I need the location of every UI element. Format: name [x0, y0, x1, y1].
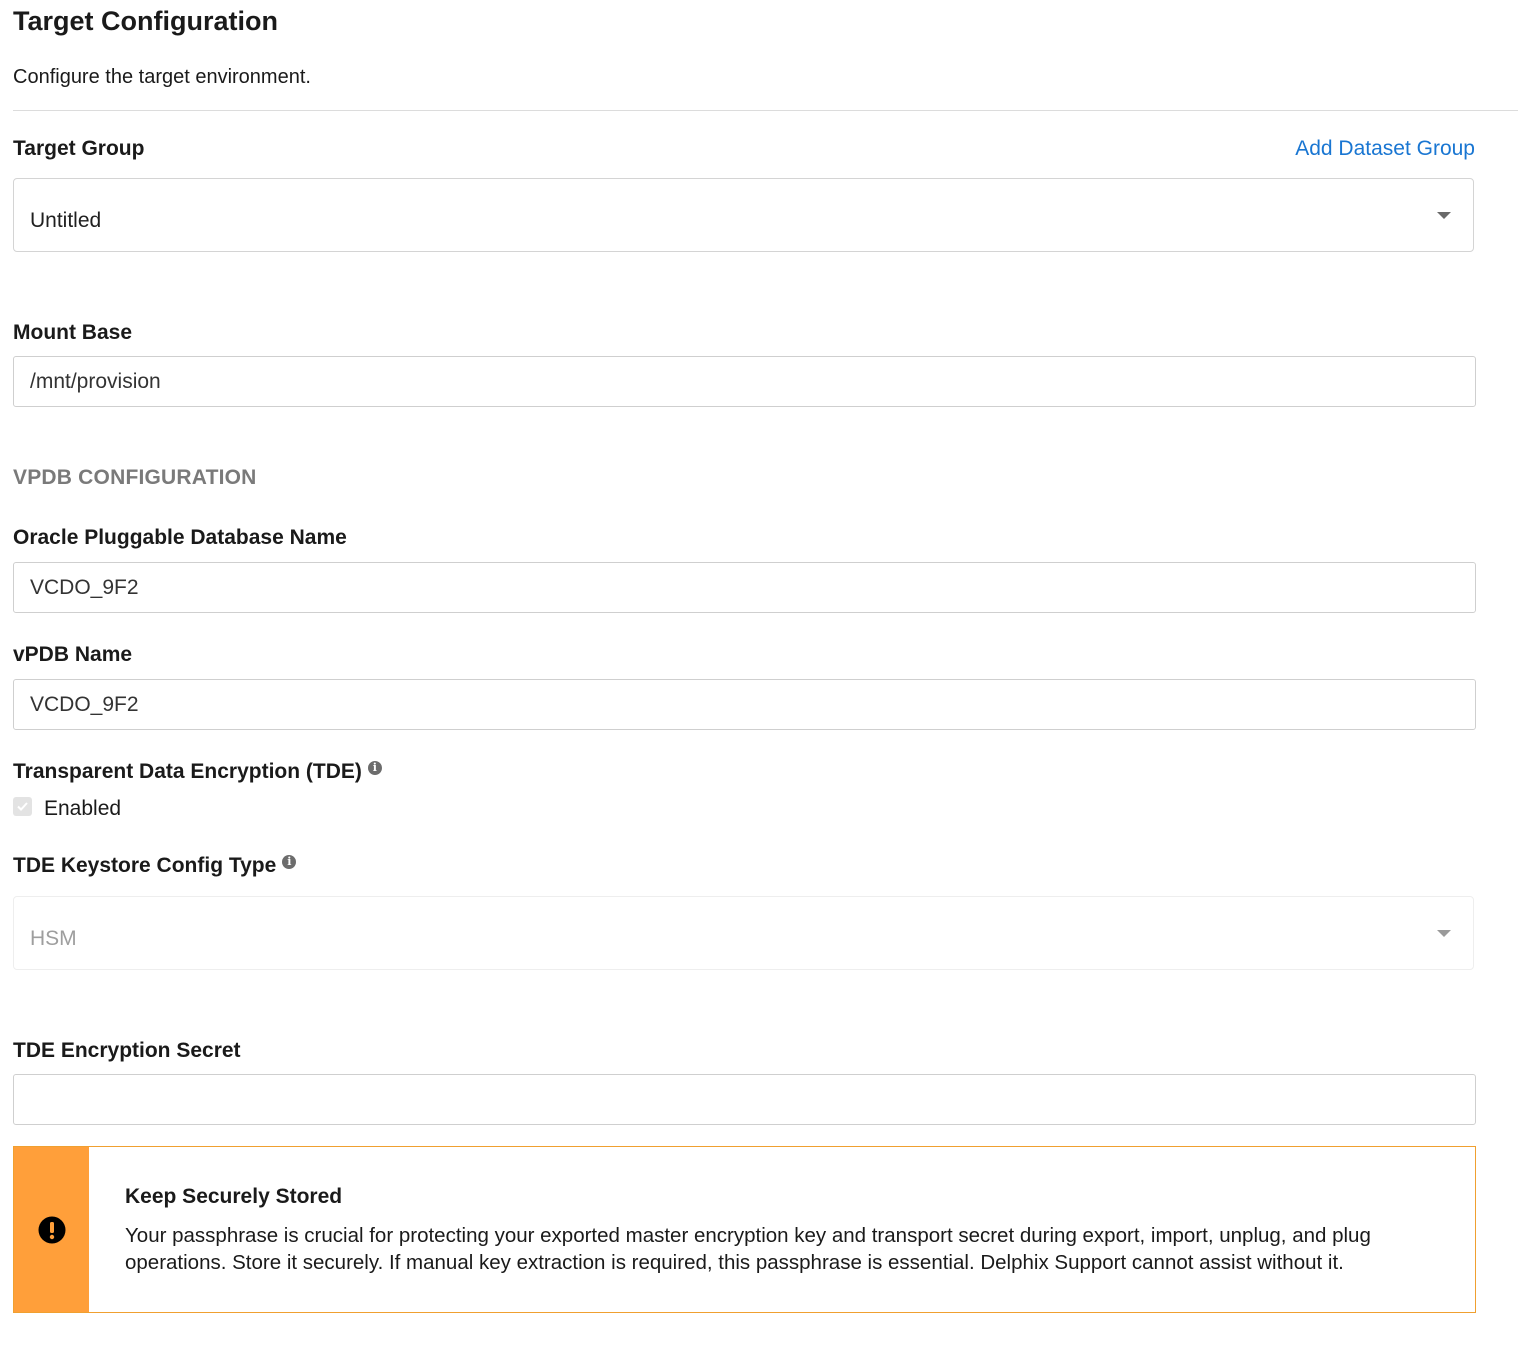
- info-icon[interactable]: i: [282, 855, 296, 869]
- info-icon[interactable]: i: [368, 761, 382, 775]
- tde-keystore-selected-value: HSM: [30, 927, 77, 950]
- tde-enabled-label: Enabled: [44, 797, 122, 820]
- page-subtitle: Configure the target environment.: [13, 66, 311, 88]
- header-divider: [13, 110, 1518, 111]
- secure-storage-alert: [13, 1146, 1476, 1313]
- tde-enabled-checkbox[interactable]: [13, 797, 32, 816]
- tde-keystore-select: [13, 896, 1474, 970]
- target-group-selected-value: Untitled: [30, 209, 102, 232]
- checkmark-icon: [15, 799, 30, 814]
- tde-keystore-label-row: [13, 854, 296, 878]
- tde-keystore-label: TDE Keystore Config Type: [13, 854, 277, 877]
- exclamation-circle-icon: [38, 1216, 66, 1244]
- tde-label: Transparent Data Encryption (TDE): [13, 760, 362, 783]
- mount-base-label: Mount Base: [13, 321, 133, 344]
- alert-body: Your passphrase is crucial for protecting your exported master encryption key and transport secret during export, import, unplug, and plug operations. Store it securely. If manual key extraction is required, this passphrase is essential. Delphix Support cannot assist without it.: [125, 1224, 1371, 1274]
- pdb-name-input[interactable]: [13, 562, 1476, 613]
- tde-secret-input[interactable]: [13, 1074, 1476, 1125]
- pdb-name-label: Oracle Pluggable Database Name: [13, 526, 347, 549]
- page-title: Target Configuration: [13, 6, 278, 36]
- vpdb-configuration-header: VPDB CONFIGURATION: [13, 466, 257, 489]
- add-dataset-group-link[interactable]: Add Dataset Group: [1295, 137, 1475, 160]
- alert-accent-strip: [14, 1147, 89, 1312]
- target-group-select[interactable]: [13, 178, 1474, 252]
- vpdb-name-label: vPDB Name: [13, 643, 133, 666]
- chevron-down-icon: [1437, 212, 1451, 219]
- target-group-label: Target Group: [13, 137, 145, 160]
- chevron-down-icon: [1437, 930, 1451, 937]
- mount-base-input[interactable]: [13, 356, 1476, 407]
- tde-label-row: [13, 760, 382, 784]
- vpdb-name-input[interactable]: [13, 679, 1476, 730]
- tde-secret-label: TDE Encryption Secret: [13, 1039, 241, 1062]
- alert-title: Keep Securely Stored: [125, 1185, 343, 1208]
